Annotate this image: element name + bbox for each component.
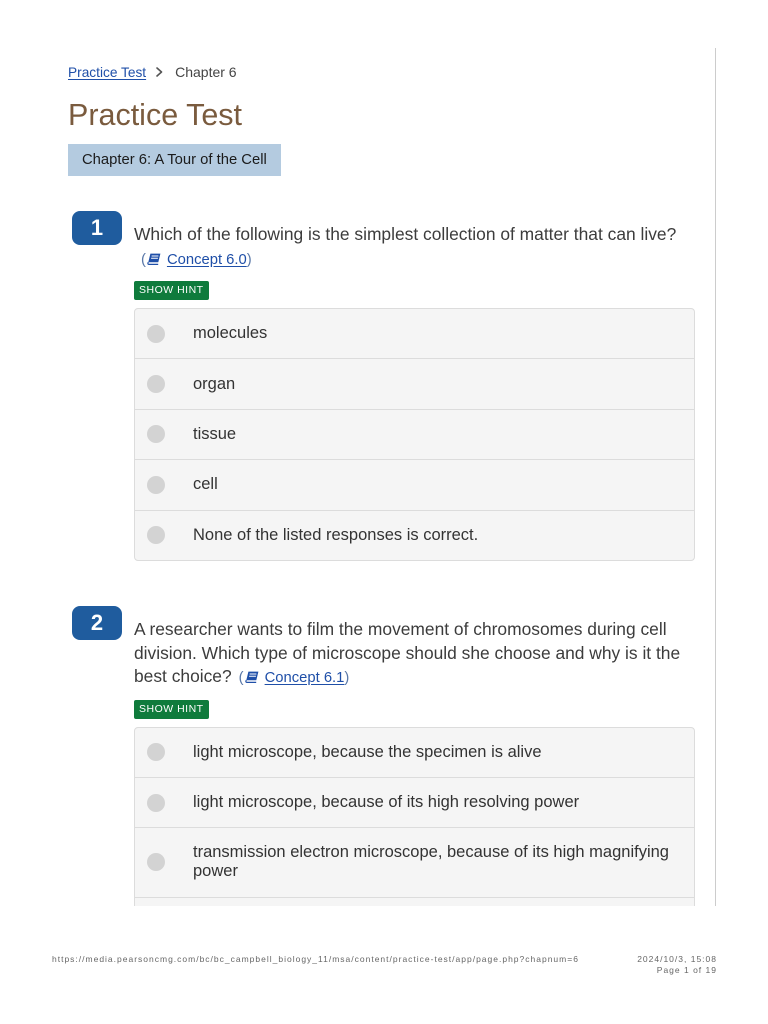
question-2	[72, 606, 695, 906]
answer-option[interactable]	[135, 459, 694, 509]
show-hint-button[interactable]: SHOW HINT	[134, 281, 209, 300]
concept-close-paren: )	[246, 251, 252, 268]
breadcrumb	[68, 63, 237, 81]
book-icon	[245, 671, 259, 683]
answer-option-label: molecules	[193, 324, 268, 343]
book-icon	[147, 253, 161, 265]
radio-button[interactable]	[147, 794, 165, 812]
show-hint-button[interactable]: SHOW HINT	[134, 700, 209, 719]
answer-option-label: organ	[193, 374, 236, 393]
answer-option-partial[interactable]	[135, 897, 694, 906]
answer-option[interactable]	[135, 510, 694, 560]
concept-open-paren: (	[238, 670, 244, 686]
question-text-block	[134, 618, 695, 691]
answer-option-label: cell	[193, 475, 218, 494]
radio-button[interactable]	[147, 476, 165, 494]
answer-option[interactable]	[135, 409, 694, 459]
question-body	[134, 211, 695, 561]
answer-options	[134, 727, 695, 907]
answer-option-label: light microscope, because the specimen is alive	[193, 742, 542, 761]
breadcrumb-link-practice-test[interactable]: Practice Test	[68, 64, 147, 80]
footer-url: https://media.pearsoncmg.com/bc/bc_campbell_biology_11/msa/content/practice-test/app/page.php?chapnum=6	[52, 954, 579, 964]
answer-option[interactable]	[135, 358, 694, 408]
breadcrumb-current: Chapter 6	[175, 64, 237, 80]
answer-options	[134, 308, 695, 561]
concept-reference	[141, 249, 252, 273]
radio-button[interactable]	[147, 526, 165, 544]
chapter-badge: Chapter 6: A Tour of the Cell	[68, 144, 281, 176]
concept-reference	[239, 667, 350, 691]
concept-close-paren: )	[344, 670, 350, 686]
radio-button[interactable]	[147, 325, 165, 343]
concept-link[interactable]: Concept 6.0	[166, 251, 247, 268]
radio-button[interactable]	[147, 425, 165, 443]
footer-meta	[637, 954, 717, 976]
question-text: Which of the following is the simplest collection of matter that can live?	[134, 224, 677, 244]
concept-link[interactable]: Concept 6.1	[264, 670, 345, 686]
radio-button[interactable]	[147, 375, 165, 393]
answer-option-label: transmission electron microscope, because of its high magnifying power	[193, 843, 669, 881]
answer-option-label: tissue	[193, 424, 237, 443]
answer-option-label: light microscope, because of its high resolving power	[193, 793, 580, 812]
question-text: A researcher wants to film the movement of chromosomes during cell division. Which type of microscope should she choose and why is it the best choice?	[134, 619, 681, 686]
radio-button[interactable]	[147, 853, 165, 871]
answer-option[interactable]	[135, 728, 694, 777]
question-number-badge: 1	[72, 211, 122, 245]
footer-datetime: 2024/10/3, 15:08	[637, 954, 717, 964]
question-body	[134, 606, 695, 906]
question-number-badge: 2	[72, 606, 122, 640]
concept-open-paren: (	[141, 251, 146, 268]
answer-option-label: None of the listed responses is correct.	[193, 525, 479, 544]
answer-option[interactable]	[135, 309, 694, 358]
page-title: Practice Test	[68, 98, 243, 132]
answer-option[interactable]	[135, 777, 694, 827]
chevron-right-icon	[156, 67, 163, 77]
question-1	[72, 211, 695, 561]
answer-option[interactable]	[135, 827, 694, 896]
question-text-block	[134, 223, 695, 272]
footer-page-number: Page 1 of 19	[656, 965, 717, 975]
radio-button[interactable]	[147, 743, 165, 761]
page-right-border	[715, 48, 716, 906]
